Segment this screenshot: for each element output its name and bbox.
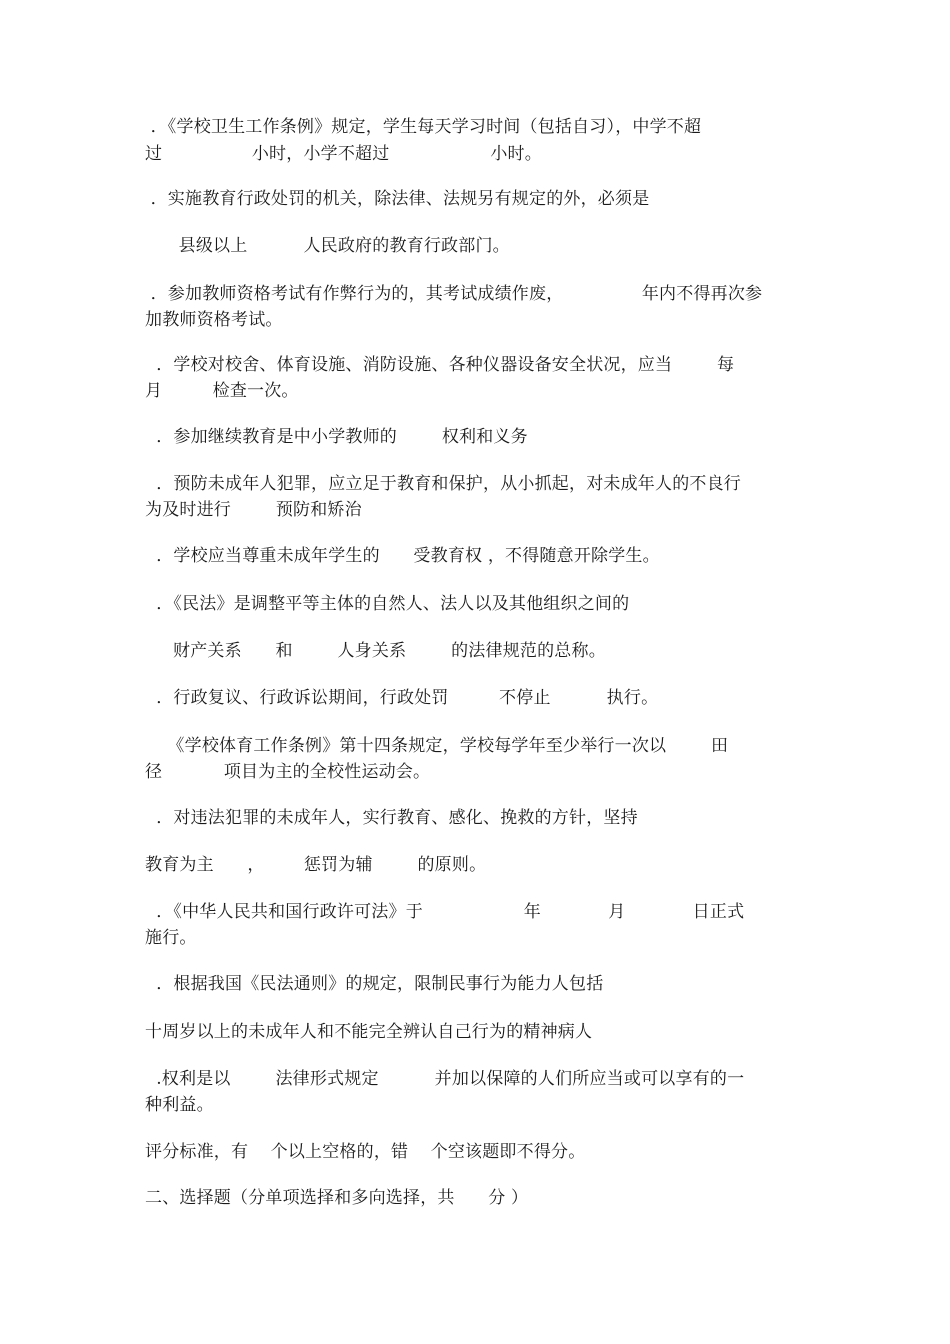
q-limited-capacity-line-2: 十周岁以上的未成年人和不能完全辨认自己行为的精神病人 [145, 1022, 593, 1042]
q-juvenile-offender-line-2: 教育为主 ， 惩罚为辅 的原则。 [145, 855, 487, 875]
q-right-to-education: ．学校应当尊重未成年学生的 受教育权 ，不得随意开除学生。 [145, 546, 660, 566]
q-limited-capacity-line-1: ．根据我国《民法通则》的规定，限制民事行为能力人包括 [145, 974, 604, 994]
scoring-criteria: 评分标准，有 个以上空格的，错 个空该题即不得分。 [145, 1142, 586, 1162]
q-licensing-law-line-1: ．《中华人民共和国行政许可法》于 年 月 日正式 [145, 902, 745, 922]
section-heading-multiple-choice: 二、选择题（分单项选择和多向选择，共 分 ） [145, 1188, 529, 1208]
q-civil-law-line-1: ．《民法》是调整平等主体的自然人、法人以及其他组织之间的 [145, 594, 630, 614]
q-juvenile-offender-line-1: ．对违法犯罪的未成年人，实行教育、感化、挽救的方针，坚持 [145, 808, 638, 828]
q-hygiene-line-1: ．《学校卫生工作条例》规定，学生每天学习时间（包括自习），中学不超 [145, 117, 702, 137]
q-civil-law-line-2: 财产关系 和 人身关系 的法律规范的总称。 [145, 641, 606, 661]
q-safety-check-line-1: ．学校对校舍、体育设施、消防设施、各种仪器设备安全状况，应当 每 [145, 355, 735, 375]
q-safety-check-line-2: 月 检查一次。 [145, 381, 299, 401]
q-juvenile-crime-line-1: ．预防未成年人犯罪，应立足于教育和保护，从小抓起，对未成年人的不良行 [145, 474, 742, 494]
q-rights-definition-line-2: 种利益。 [145, 1095, 214, 1115]
q-hygiene-line-2: 过 小时，小学不超过 小时。 [145, 144, 542, 164]
q-sports-meet-line-1: 《学校体育工作条例》第十四条规定，学校每学年至少举行一次以 田 [145, 736, 729, 756]
q-rights-definition-line-1: .权利是以 法律形式规定 并加以保障的人们所应当或可以享有的一 [145, 1069, 745, 1089]
q-penalty-authority-line-1: ．实施教育行政处罚的机关，除法律、法规另有规定的外，必须是 [145, 189, 650, 209]
q-teacher-exam-line-1: ．参加教师资格考试有作弊行为的，其考试成绩作废， 年内不得再次参 [145, 284, 763, 304]
q-teacher-exam-line-2: 加教师资格考试。 [145, 310, 283, 330]
q-penalty-authority-line-2: 县级以上 人民政府的教育行政部门。 [145, 236, 510, 256]
q-continuing-education: ．参加继续教育是中小学教师的 权利和义务 [145, 427, 528, 447]
q-admin-review: ．行政复议、行政诉讼期间，行政处罚 不停止 执行。 [145, 688, 659, 708]
q-sports-meet-line-2: 径 项目为主的全校性运动会。 [145, 762, 431, 782]
q-licensing-law-line-2: 施行。 [145, 928, 197, 948]
q-juvenile-crime-line-2: 为及时进行 预防和矫治 [145, 500, 362, 520]
